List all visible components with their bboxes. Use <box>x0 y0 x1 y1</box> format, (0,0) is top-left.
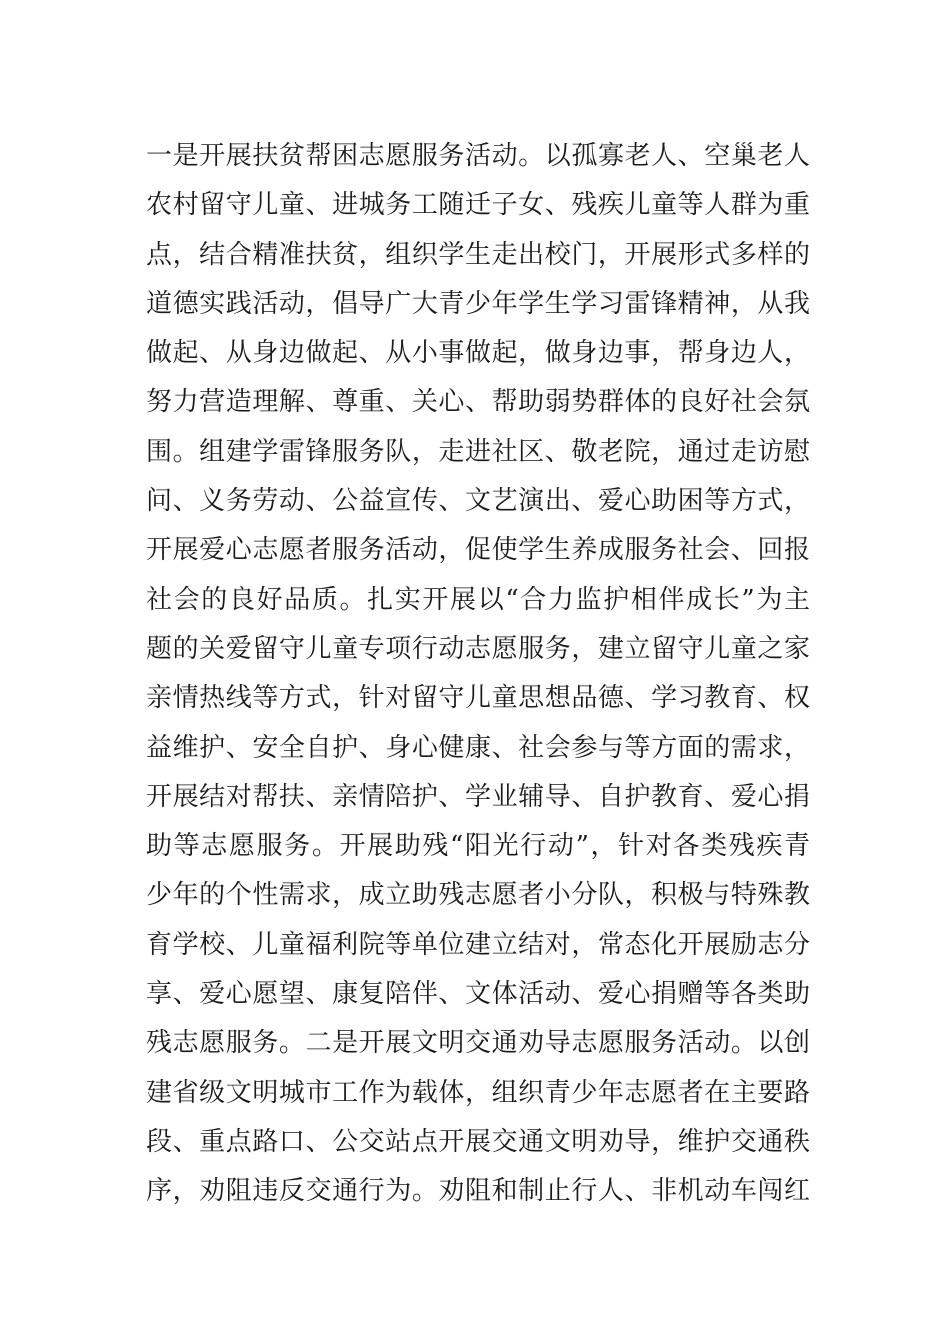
text-line: 助等志愿服务。开展助残“阳光行动”，针对各类残疾青 <box>146 831 810 862</box>
text-line: 开展结对帮扶、亲情陪护、学业辅导、自护教育、爱心捐 <box>146 781 810 812</box>
text-line: 开展爱心志愿者服务活动，促使学生养成服务社会、回报 <box>146 535 810 566</box>
text-line: 做起、从身边做起、从小事做起，做身边事，帮身边人， <box>146 338 810 369</box>
text-line: 建省级文明城市工作为载体，组织青少年志愿者在主要路 <box>146 1077 810 1108</box>
text-line: 围。组建学雷锋服务队，走进社区、敬老院，通过走访慰 <box>146 436 810 467</box>
text-line: 题的关爱留守儿童专项行动志愿服务，建立留守儿童之家 <box>146 633 810 664</box>
text-line: 道德实践活动，倡导广大青少年学生学习雷锋精神，从我 <box>146 288 810 319</box>
text-line: 点，结合精准扶贫，组织学生走出校门，开展形式多样的 <box>146 239 810 270</box>
text-line: 努力营造理解、尊重、关心、帮助弱势群体的良好社会氛 <box>146 387 810 418</box>
text-line: 问、义务劳动、公益宣传、文艺演出、爱心助困等方式， <box>146 486 810 517</box>
text-line: 社会的良好品质。扎实开展以“合力监护相伴成长”为主 <box>146 584 810 615</box>
text-line: 育学校、儿童福利院等单位建立结对，常态化开展励志分 <box>146 929 810 960</box>
text-line: 一是开展扶贫帮困志愿服务活动。以孤寡老人、空巢老人 <box>146 141 810 171</box>
text-line: 序，劝阻违反交通行为。劝阻和制止行人、非机动车闯红 <box>146 1176 810 1207</box>
body-text <box>146 132 810 1217</box>
text-line: 段、重点路口、公交站点开展交通文明劝导，维护交通秩 <box>146 1126 810 1157</box>
text-line: 少年的个性需求，成立助残志愿者小分队，积极与特殊教 <box>146 880 810 911</box>
text-line: 残志愿服务。二是开展文明交通劝导志愿服务活动。以创 <box>146 1028 810 1059</box>
text-line: 农村留守儿童、进城务工随迁子女、残疾儿童等人群为重 <box>146 190 810 221</box>
text-line: 享、爱心愿望、康复陪伴、文体活动、爱心捐赠等各类助 <box>146 979 810 1010</box>
text-line: 亲情热线等方式，针对留守儿童思想品德、学习教育、权 <box>146 683 810 714</box>
text-line: 益维护、安全自护、身心健康、社会参与等方面的需求， <box>146 732 810 763</box>
